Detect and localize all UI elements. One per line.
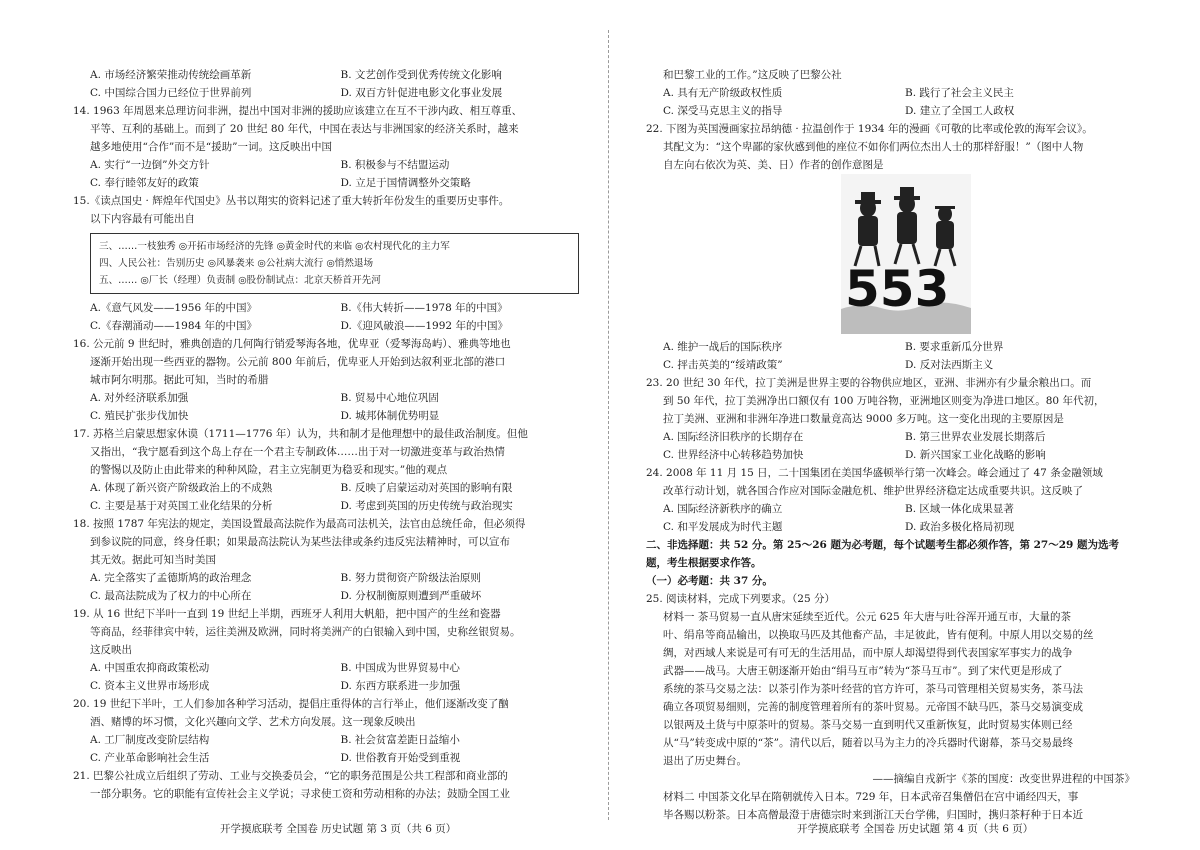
option: D. 考虑到英国的历史传统与政治现实 <box>340 500 513 512</box>
option: B. 积极参与不结盟运动 <box>340 159 450 171</box>
stem-line: 15.《读点国史 · 辉煌年代国史》丛书以翔实的资料记述了重大转折年份发生的重要历史事件。 <box>73 195 510 207</box>
question-18 <box>73 515 585 605</box>
option: A. 国际经济旧秩序的长期存在 <box>663 431 804 443</box>
q20-options <box>73 731 585 767</box>
q21-options <box>646 84 1141 120</box>
q24-options <box>646 500 1141 536</box>
cartoon-numerals: 553 <box>845 260 950 318</box>
option: D.《迎风破浪——1992 年的中国》 <box>340 320 508 332</box>
option: A. 完全落实了孟德斯鸠的政治理念 <box>90 572 252 584</box>
stem-line: 改革行动计划，就各国合作应对国际金融危机、维护世界经济稳定达成重要共识。这反映了 <box>663 485 1083 497</box>
option: B. 要求重新瓜分世界 <box>905 341 1004 353</box>
option: C. 奉行睦邻友好的政策 <box>90 177 199 189</box>
stem-line: 酒、赌博的坏习惯，文化兴趣向文学、艺术方向发展。这一现象反映出 <box>90 716 416 728</box>
option: D. 城邦体制优势明显 <box>340 410 440 422</box>
material-line: 退出了历史舞台。 <box>663 755 747 767</box>
material-line: 绸，对西域人来说是可有可无的生活用品，而中原人却渴望得到代表国家军事实力的战争 <box>663 647 1073 659</box>
question-22 <box>646 120 1141 374</box>
stem-line: 平等、互利的基础上。而到了 20 世纪 80 年代，中国在表达与非洲国家的经济关系时，越来 <box>90 123 519 135</box>
subsection-heading: （一）必考题：共 37 分。 <box>646 575 773 587</box>
option: D. 政治多极化格局初现 <box>905 521 1015 533</box>
option: B. 第三世界农业发展长期落后 <box>905 431 1046 443</box>
stem-line: 一部分职务。它的职能有宣传社会主义学说；寻求使工资和劳动相称的办法；鼓励全国工业 <box>90 788 510 800</box>
option: A. 维护一战后的国际秩序 <box>663 341 783 353</box>
stem-line: 城市阿尔明那。据此可知，当时的希腊 <box>90 374 269 386</box>
toc-line: 三、……一枝独秀 ◎开拓市场经济的先锋 ◎黄金时代的来临 ◎农村现代化的主力军 <box>99 241 450 252</box>
material-line: 武器——战马。大唐王朝逐渐开始由“绢马互市”转为“茶马互市”。到了宋代更是形成了 <box>663 665 1063 677</box>
stem-line: 24. 2008 年 11 月 15 日，二十国集团在美国华盛顿举行第一次峰会。峰会通过了 47 条金融领域 <box>646 467 1103 479</box>
stem-line: 22. 下图为英国漫画家拉昂纳德 · 拉温创作于 1934 年的漫画《可敬的比率或伦敦的海军会议》。 <box>646 123 1093 135</box>
option: B. 区域一体化成果显著 <box>905 503 1014 515</box>
material-line: 毕各赐以粉茶。日本高僧最澄于唐德宗时来到浙江天台学佛，归国时，携归茶籽种于日本近 <box>663 809 1083 821</box>
right-page <box>646 66 1141 824</box>
column-divider <box>608 30 609 820</box>
option: A. 体现了新兴资产阶级政治上的不成熟 <box>90 482 273 494</box>
stem-line: 19. 从 16 世纪下半叶一直到 19 世纪上半期，西班牙人利用大帆船，把中国产的生丝和瓷器 <box>73 608 501 620</box>
option: D. 东西方联系进一步加强 <box>340 680 461 692</box>
question-23 <box>646 374 1141 464</box>
stem-line: 18. 按照 1787 年宪法的规定，美国设置最高法院作为最高司法机关，法官由总统任命，但必须得 <box>73 518 526 530</box>
option: C. 深受马克思主义的指导 <box>663 105 783 117</box>
stem-line: 的警惕以及防止由此带来的种种风险，君主立宪制更为稳妥和现实。”他的观点 <box>90 464 448 476</box>
option: C.《春潮涌动——1984 年的中国》 <box>90 320 258 332</box>
question-17 <box>73 425 585 515</box>
option: D. 世俗教育开始受到重视 <box>340 752 461 764</box>
stem-line: 逐渐开始出现一些西亚的器物。公元前 800 年前后，优卑亚人开始到达叙利亚北部的港口 <box>90 356 506 368</box>
section-heading: 题，考生根据要求作答。 <box>646 557 762 569</box>
stem-line: 14. 1963 年周恩来总理访问非洲，提出中国对非洲的援助应该建立在互不干涉内政、相互尊重、 <box>73 105 523 117</box>
material-source: ——摘编自戎新宇《茶的国度：改变世界进程的中国茶》 <box>872 773 1135 785</box>
material-line: 系统的茶马交易之法：以茶引作为茶叶经营的官方许可，茶马司管理相关贸易实务，茶马法 <box>663 683 1083 695</box>
option: C. 世界经济中心转移趋势加快 <box>663 449 804 461</box>
q18-options <box>73 569 585 605</box>
q16-options <box>73 389 585 425</box>
material-line: 从“马”转变成中原的“茶”。清代以后，随着以马为主力的冷兵器时代谢幕，茶马交易最终 <box>663 737 1073 749</box>
option: D. 新兴国家工业化战略的影响 <box>905 449 1046 461</box>
stem-line: 到参议院的同意，终身任职；如果最高法院认为某些法律或条约违反宪法精神时，可以宣布 <box>90 536 510 548</box>
option: A.《意气风发——1956 年的中国》 <box>90 302 257 314</box>
option: C. 殖民扩张步伐加快 <box>90 410 189 422</box>
option: C. 主要是基于对英国工业化结果的分析 <box>90 500 273 512</box>
question-15 <box>73 192 585 335</box>
option: D. 建立了全国工人政权 <box>905 105 1015 117</box>
q17-options <box>73 479 585 515</box>
option: D. 反对法西斯主义 <box>905 359 994 371</box>
option: D. 立足于国情调整外交策略 <box>340 177 471 189</box>
option: B.《伟大转折——1978 年的中国》 <box>340 302 508 314</box>
q19-options <box>73 659 585 695</box>
left-page <box>73 66 585 803</box>
table-of-contents-box <box>90 233 579 294</box>
question-21 <box>73 767 585 803</box>
q23-options <box>646 428 1141 464</box>
option: A. 实行“一边倒”外交方针 <box>90 159 210 171</box>
stem-line: 21. 巴黎公社成立后组织了劳动、工业与交换委员会，“它的职务范围是公共工程部和商业部的 <box>73 770 508 782</box>
option: A. 对外经济联系加强 <box>90 392 189 404</box>
stem-line: 越多地使用“合作”而不是“援助”一词。这反映出中国 <box>90 141 332 153</box>
option: B. 社会贫富差距日益缩小 <box>340 734 460 746</box>
stem-line: 其无效。据此可知当时美国 <box>90 554 216 566</box>
stem-line: 20. 19 世纪下半叶，工人们参加各种学习活动，提倡庄重得体的言行举止，他们逐渐改变了酗 <box>73 698 509 710</box>
q21-continuation: 和巴黎工业的工作。”这反映了巴黎公社 <box>663 69 842 81</box>
question-16 <box>73 335 585 425</box>
option: B. 努力贯彻资产阶级法治原则 <box>340 572 481 584</box>
option: B. 反映了启蒙运动对英国的影响有限 <box>340 482 513 494</box>
stem-line: 这反映出 <box>90 644 132 656</box>
option: B. 践行了社会主义民主 <box>905 87 1014 99</box>
option: C. 中国综合国力已经位于世界前列 <box>90 87 252 99</box>
stem-line: 16. 公元前 9 世纪时，雅典创造的几何陶行销爱琴海各地，优卑亚（爱琴海岛屿）、雅典等地也 <box>73 338 511 350</box>
q22-options <box>646 338 1141 374</box>
option: C. 最高法院成为了权力的中心所在 <box>90 590 252 602</box>
option: A. 中国重农抑商政策松动 <box>90 662 210 674</box>
stem-line: 拉丁美洲、亚洲和非洲年净进口数量竟高达 9000 多万吨。这一变化出现的主要原因是 <box>663 413 1064 425</box>
naval-conference-cartoon <box>841 174 971 334</box>
option: B. 中国成为世界贸易中心 <box>340 662 460 674</box>
material-one <box>646 608 1141 788</box>
material-line: 以银两及土货与中原茶叶的贸易。茶马交易一直到明代又重新恢复，此时贸易实体则已经 <box>663 719 1073 731</box>
option: C. 资本主义世界市场形成 <box>90 680 210 692</box>
page-footer-right: 开学摸底联考 全国卷 历史试题 第 4 页（共 6 页） <box>797 823 1034 835</box>
option: A. 具有无产阶级政权性质 <box>663 87 783 99</box>
option: A. 国际经济新秩序的确立 <box>663 503 783 515</box>
question-19 <box>73 605 585 695</box>
question-24 <box>646 464 1141 536</box>
stem-line: 17. 苏格兰启蒙思想家休谟（1711—1776 年）认为，共和制才是他理想中的最佳政治制度。但他 <box>73 428 528 440</box>
material-line: 叶、绢帛等商品输出，以换取马匹及其他畜产品，丰足彼此，皆有便利。中原人用以交易的丝 <box>663 629 1094 641</box>
option: C. 抨击英美的“绥靖政策” <box>663 359 783 371</box>
option: A. 工厂制度改变阶层结构 <box>90 734 210 746</box>
stem-line: 以下内容最有可能出自 <box>90 213 195 225</box>
material-line: 材料一 茶马贸易一直从唐宋延续至近代。公元 625 年大唐与吐谷浑开通互市，大量的茶 <box>663 611 1072 623</box>
stem-line: 其配文为：“这个卑鄙的家伙感到他的座位不如你们两位杰出人士的那样舒服！”（图中人物 <box>663 141 1084 153</box>
toc-line: 五、…… ◎厂长（经理）负责制 ◎股份制试点：北京天桥首开先河 <box>99 275 381 286</box>
question-14 <box>73 102 585 192</box>
option: B. 贸易中心地位巩固 <box>340 392 439 404</box>
q15-options <box>73 299 585 335</box>
toc-line: 四、人民公社：告别历史 ◎风暴袭来 ◎公社病大流行 ◎悄然退场 <box>99 258 374 269</box>
stem-line: 自左向右依次为英、美、日）作者的创作意图是 <box>663 159 884 171</box>
option: A. 市场经济繁荣推动传统绘画革新 <box>90 69 252 81</box>
section-heading: 二、非选择题：共 52 分。第 25～26 题为必考题，每个试题考生都必须作答，第 27～29 题为选考 <box>646 539 1119 551</box>
option: B. 文艺创作受到优秀传统文化影响 <box>340 69 502 81</box>
option: D. 分权制衡原则遭到严重破坏 <box>340 590 482 602</box>
page-footer-left: 开学摸底联考 全国卷 历史试题 第 3 页（共 6 页） <box>220 823 457 835</box>
question-20 <box>73 695 585 767</box>
stem-line: 23. 20 世纪 30 年代，拉丁美洲是世界主要的谷物供应地区，亚洲、非洲亦有少量余粮出口。而 <box>646 377 1092 389</box>
option: D. 双百方针促进电影文化事业发展 <box>340 87 503 99</box>
material-two <box>646 788 1141 824</box>
material-line: 材料二 中国茶文化早在隋朝就传入日本。729 年，日本武帝召集僧侣在宫中诵经四天，事 <box>663 791 1079 803</box>
stem-line: 又指出，“我宁愿看到这个岛上存在一个君主专制政体……出于对一切激进变革与政治热情 <box>90 446 505 458</box>
question-25-stem: 25. 阅读材料，完成下列要求。（25 分） <box>646 593 835 605</box>
option: C. 和平发展成为时代主题 <box>663 521 783 533</box>
q13-options <box>73 66 585 102</box>
q14-options <box>73 156 585 192</box>
option: C. 产业革命影响社会生活 <box>90 752 210 764</box>
stem-line: 到 50 年代，拉丁美洲净出口额仅有 100 万吨谷物，亚洲地区则变为净进口地区。80 年代初， <box>663 395 1105 407</box>
material-line: 确立各项贸易细则，完善的制度管理着所有的茶叶贸易。元帝国不缺马匹，茶马交易演变成 <box>663 701 1083 713</box>
stem-line: 等商品，经菲律宾中转，运往美洲及欧洲，同时将美洲产的白银输入到中国，史称丝银贸易。 <box>90 626 521 638</box>
